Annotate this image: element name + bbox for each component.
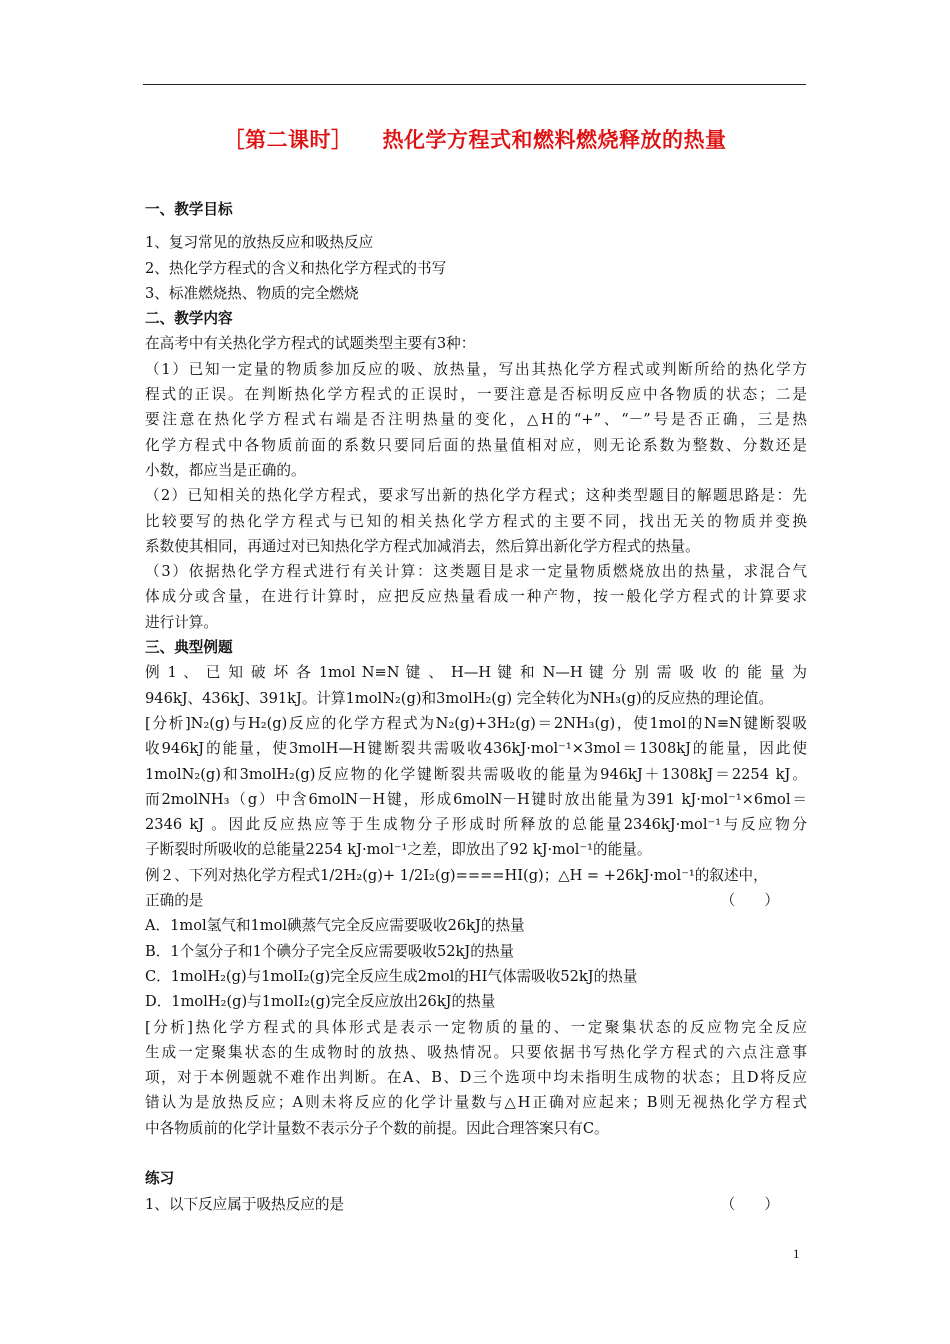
page-number: 1 xyxy=(793,1246,800,1261)
heading-examples: 三、典型例题 xyxy=(145,639,233,657)
answer-blank: （ ） xyxy=(720,1195,779,1213)
option-a: A．1mol氢气和1mol碘蒸气完全反应需要吸收26kJ的热量 xyxy=(145,917,525,935)
answer-blank: （ ） xyxy=(720,892,779,910)
example2-analysis: [分析]热化学方程式的具体形式是表示一定物质的量的、一定聚集状态的反应物完全反应 xyxy=(145,1018,807,1036)
example1-line: 收946kJ的能量，使3molH—H键断裂共需吸收436kJ·mol⁻¹×3mol＝1308kJ的能量，因此使 xyxy=(145,740,807,758)
document-body xyxy=(145,197,807,1217)
objective-item: 3、标准燃烧热、物质的完全燃烧 xyxy=(145,284,359,302)
practice-question-row xyxy=(145,1192,807,1217)
content-intro: 在高考中有关热化学方程式的试题类型主要有3种： xyxy=(145,335,476,353)
example2-stem: 例２、下列对热化学方程式1/2H₂(g)+ 1/2I₂(g)====HI(g)；△H = +26kJ·mol⁻¹的叙述中， xyxy=(145,866,768,884)
content-line: 体成分或含量，在进行计算时，应把反应热量看成一种产物，按一般化学方程式的计算要求 xyxy=(145,588,807,606)
example2-analysis: 中各物质前的化学计量数不表示分子个数的前提。因此合理答案只有C。 xyxy=(145,1119,609,1137)
content-line: 系数使其相同，再通过对已知热化学方程式加减消去，然后算出新化学方程式的热量。 xyxy=(145,537,700,555)
example1-line: 例 1 、 已 知 破 坏 各 1mol N≡N 键 、 H—H 键 和 N—H 键 分 别 需 吸 收 的 能 量 为 xyxy=(145,664,807,682)
example1-line: 子断裂时所吸收的总能量2254 kJ·mol⁻¹之差，即放出了92 kJ·mol⁻¹的能量。 xyxy=(145,841,652,859)
example1-line: 1molN₂(g)和3molH₂(g)反应物的化学键断裂共需吸收的能量为946kJ＋1308kJ＝2254 kJ。 xyxy=(145,765,807,783)
content-line: 化学方程式中各物质前面的系数只要同后面的热量值相对应，则无论系数为整数、分数还是 xyxy=(145,436,807,454)
example2-analysis: 项，对于本例题就不难作出判断。在A、B、D三个选项中均未指明生成物的状态；且D将反应 xyxy=(145,1069,807,1087)
option-c: C．1molH₂(g)与1molI₂(g)完全反应生成2mol的HI气体需吸收52kJ的热量 xyxy=(145,967,638,985)
option-d: D．1molH₂(g)与1molI₂(g)完全反应放出26kJ的热量 xyxy=(145,993,496,1011)
objective-item: 1、复习常见的放热反应和吸热反应 xyxy=(145,234,374,252)
page-title xyxy=(0,124,950,154)
content-line: （2）已知相关的热化学方程式，要求写出新的热化学方程式；这种类型题目的解题思路是：先 xyxy=(145,487,807,505)
example2-stem-end: 正确的是 xyxy=(145,892,204,910)
example1-line: 946kJ、436kJ、391kJ。计算1molN₂(g)和3molH₂(g) 完全转化为NH₃(g)的反应热的理论值。 xyxy=(145,689,774,707)
example2-analysis: 生成一定聚集状态的生成物时的放热、吸热情况。只要依据书写热化学方程式的六点注意事 xyxy=(145,1043,807,1061)
example1-line: 而2molNH₃（g）中含6molN－H键，形成6molN－H键时放出能量为391 kJ·mol⁻¹×6mol＝ xyxy=(145,790,807,808)
content-line: （3）依据热化学方程式进行有关计算：这类题目是求一定量物质燃烧放出的热量，求混合气 xyxy=(145,563,807,581)
content-line: 要注意在热化学方程式右端是否注明热量的变化，△H的“+”、“－”号是否正确，三是热 xyxy=(145,411,807,429)
header-rule xyxy=(143,84,806,85)
objective-item: 2、热化学方程式的含义和热化学方程式的书写 xyxy=(145,259,447,277)
content-line: 进行计算。 xyxy=(145,613,218,631)
content-line: 小数，都应当是正确的。 xyxy=(145,461,306,479)
option-b: B．1个氢分子和1个碘分子完全反应需要吸收52kJ的热量 xyxy=(145,942,515,960)
example1-line: 2346 kJ 。因此反应热应等于生成物分子形成时所释放的总能量2346kJ·mol⁻¹与反应物分 xyxy=(145,816,807,834)
heading-objectives: 一、教学目标 xyxy=(145,201,233,218)
example1-line: [分析]N₂(g)与H₂(g)反应的化学方程式为N₂(g)+3H₂(g)＝2NH₃(g)，使1mol的N≡N键断裂吸 xyxy=(145,714,807,732)
content-line: 比较要写的热化学方程式与已知的相关热化学方程式的主要不同，找出无关的物质并变换 xyxy=(145,512,807,530)
content-line: （1）已知一定量的物质参加反应的吸、放热量，写出其热化学方程式或判断所给的热化学方 xyxy=(145,360,807,378)
title-lesson: ［第二课时］ xyxy=(223,128,353,152)
heading-content: 二、教学内容 xyxy=(145,310,233,328)
heading-practice: 练习 xyxy=(145,1170,175,1188)
content-line: 程式的正误。在判断热化学方程式的正误时，一要注意是否标明反应中各物质的状态；二是 xyxy=(145,386,807,404)
example2-analysis: 错认为是放热反应；A则未将反应的化学计量数与△H正确对应起来；B则无视热化学方程式 xyxy=(145,1094,807,1112)
title-topic: 热化学方程式和燃料燃烧释放的热量 xyxy=(382,128,727,152)
example2-question-row xyxy=(145,888,807,913)
practice-question: 1、以下反应属于吸热反应的是 xyxy=(145,1195,345,1213)
